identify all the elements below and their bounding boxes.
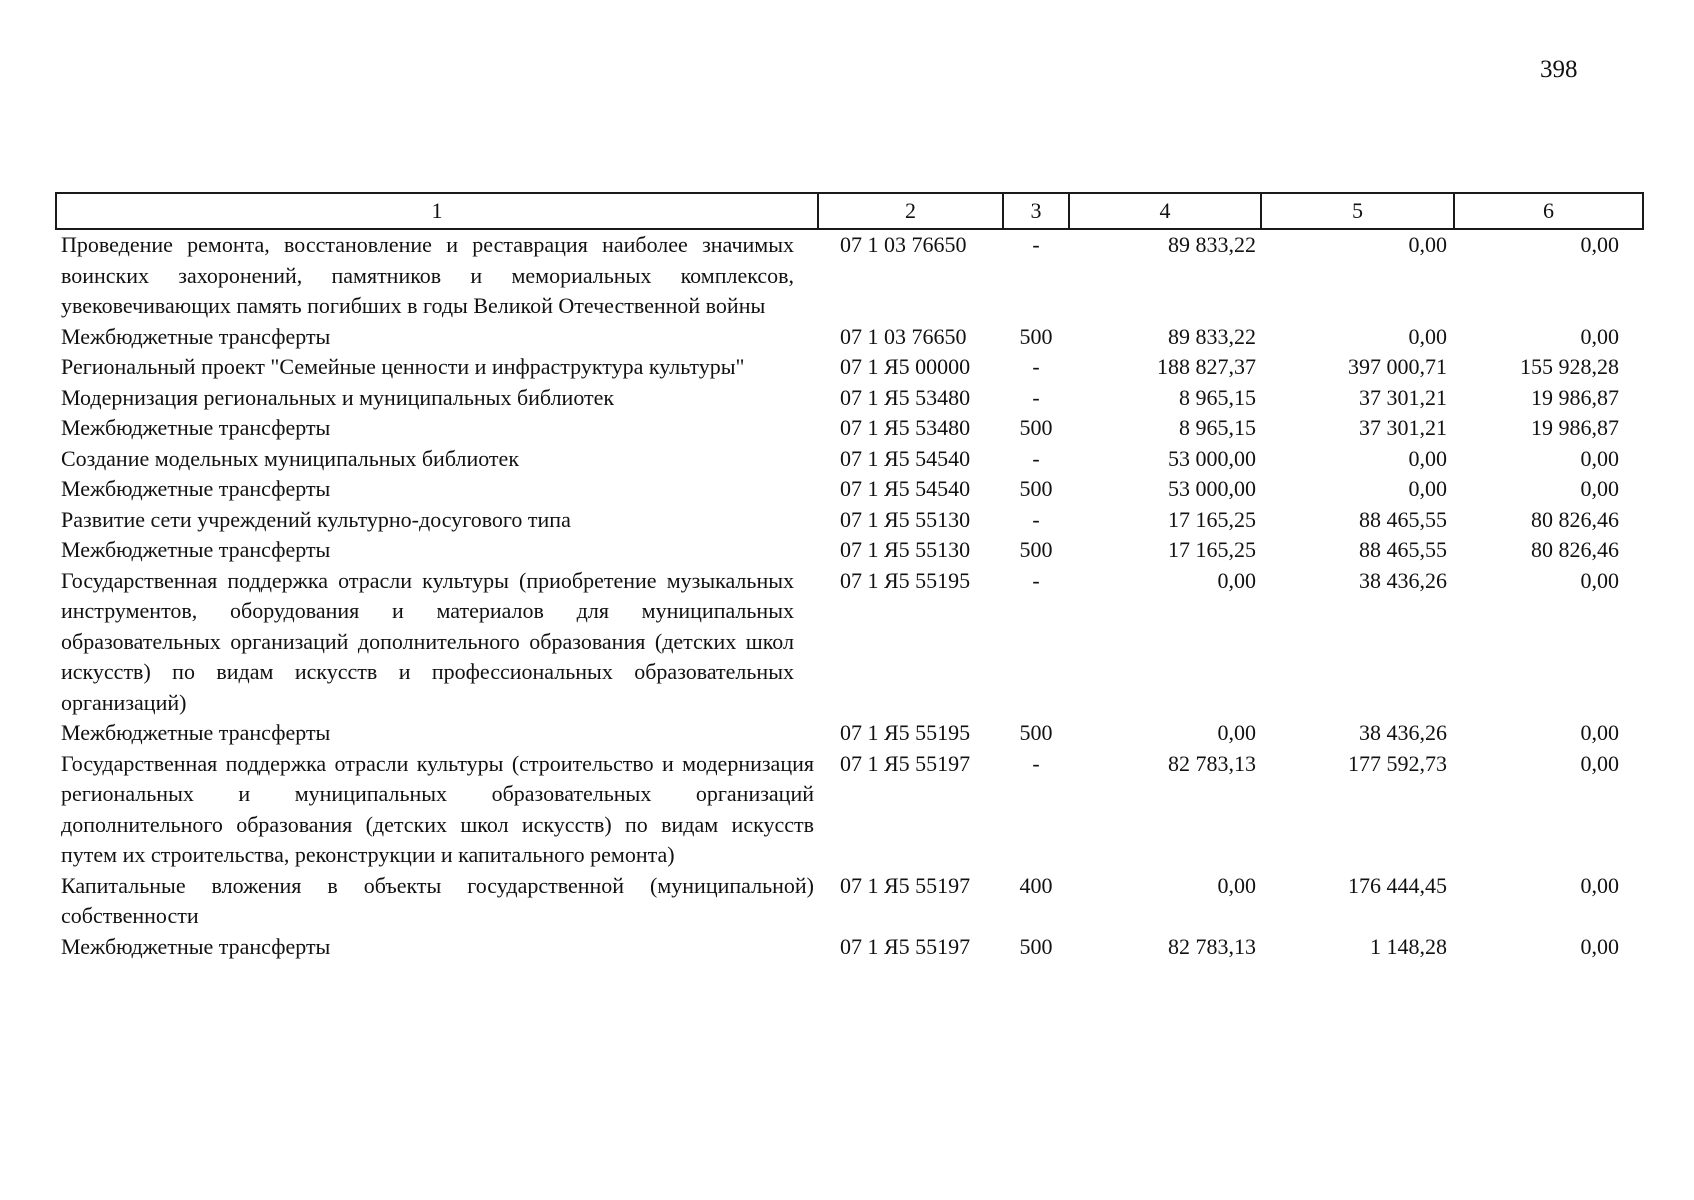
row-value-6: 155 928,28	[1520, 354, 1619, 379]
row-name: Создание модельных муниципальных библиотек	[61, 445, 520, 471]
row-name: Межбюджетные трансферты	[61, 476, 331, 501]
row-value-4: 8 965,15	[1179, 384, 1256, 410]
row-value-6: 0,00	[1580, 750, 1619, 776]
row-expense-type: -	[1032, 445, 1040, 471]
table-row	[56, 413, 1643, 444]
row-value-6: 0,00	[1580, 933, 1619, 959]
row-value-4: 82 783,13	[1168, 750, 1256, 776]
row-code: 07 1 Я5 53480	[840, 384, 971, 410]
row-value-5: 0,00	[1408, 476, 1447, 501]
row-code: 07 1 Я5 00000	[840, 354, 971, 379]
table-body	[56, 229, 1643, 962]
row-expense-type: -	[1032, 567, 1040, 593]
row-value-5: 88 465,55	[1359, 506, 1447, 532]
row-value-5: 176 444,45	[1348, 872, 1447, 898]
row-value-4: 0,00	[1217, 872, 1256, 898]
header-cell-3: 3	[1003, 193, 1069, 229]
row-value-5: 1 148,28	[1370, 933, 1447, 959]
table-row	[56, 229, 1643, 322]
row-name: Межбюджетные трансферты	[61, 720, 331, 745]
row-expense-type: -	[1032, 750, 1040, 776]
row-expense-type: 500	[1019, 933, 1053, 959]
row-value-4: 89 833,22	[1168, 232, 1256, 257]
row-code: 07 1 03 76650	[840, 323, 967, 349]
row-expense-type: 500	[1019, 720, 1053, 745]
table-row	[56, 352, 1643, 383]
row-value-6: 19 986,87	[1531, 415, 1619, 440]
row-value-4: 0,00	[1217, 567, 1256, 593]
row-value-6: 0,00	[1580, 872, 1619, 898]
table-row	[56, 871, 1643, 932]
row-name: Межбюджетные трансферты	[61, 537, 331, 562]
row-name: Проведение ремонта, восстановление и реставрация наиболее значимых воинских захоронений, памятников и мемориальных комплексов, увековечивающих память погибших в годы Великой Отечественной войны	[61, 232, 794, 318]
row-value-4: 8 965,15	[1179, 415, 1256, 440]
table-row	[56, 718, 1643, 749]
row-name: Межбюджетные трансферты	[61, 323, 331, 349]
row-value-6: 80 826,46	[1531, 506, 1619, 532]
table-header	[56, 193, 1643, 229]
row-value-5: 37 301,21	[1359, 415, 1447, 440]
header-cell-4: 4	[1069, 193, 1261, 229]
row-code: 07 1 Я5 55197	[840, 933, 971, 959]
row-value-5: 38 436,26	[1359, 720, 1447, 745]
table-row	[56, 932, 1643, 963]
row-name: Межбюджетные трансферты	[61, 415, 331, 440]
row-value-4: 89 833,22	[1168, 323, 1256, 349]
row-expense-type: 500	[1019, 537, 1053, 562]
row-expense-type: -	[1032, 384, 1040, 410]
row-value-5: 0,00	[1408, 445, 1447, 471]
row-value-6: 0,00	[1580, 476, 1619, 501]
row-value-5: 0,00	[1408, 232, 1447, 257]
row-value-4: 17 165,25	[1168, 506, 1256, 532]
table-row	[56, 566, 1643, 719]
row-value-6: 0,00	[1580, 720, 1619, 745]
table-row	[56, 474, 1643, 505]
row-code: 07 1 Я5 55130	[840, 537, 971, 562]
header-cell-6: 6	[1454, 193, 1643, 229]
row-code: 07 1 Я5 55197	[840, 872, 971, 898]
row-value-5: 177 592,73	[1348, 750, 1447, 776]
row-code: 07 1 Я5 54540	[840, 445, 971, 471]
row-value-4: 82 783,13	[1168, 933, 1256, 959]
row-expense-type: -	[1032, 506, 1040, 532]
row-name: Государственная поддержка отрасли культуры (строительство и модернизация региональных и муниципальных образовательных организаций дополнительного образования (детских школ искусств) по видам искусств путем их строительства, реконструкции и капитального ремонта)	[61, 750, 814, 867]
page-number: 398	[1540, 56, 1578, 83]
row-value-5: 397 000,71	[1348, 354, 1447, 379]
row-value-4: 188 827,37	[1157, 354, 1256, 379]
row-value-4: 53 000,00	[1168, 476, 1256, 501]
row-value-5: 88 465,55	[1359, 537, 1447, 562]
row-value-5: 37 301,21	[1359, 384, 1447, 410]
table-row	[56, 322, 1643, 353]
row-code: 07 1 Я5 55197	[840, 750, 971, 776]
row-code: 07 1 Я5 54540	[840, 476, 971, 501]
row-value-6: 0,00	[1580, 232, 1619, 257]
row-name: Региональный проект "Семейные ценности и инфраструктура культуры"	[61, 354, 745, 379]
budget-table	[55, 192, 1644, 962]
row-name: Развитие сети учреждений культурно-досугового типа	[61, 506, 571, 532]
row-name: Капитальные вложения в объекты государственной (муниципальной) собственности	[61, 872, 814, 928]
header-cell-1: 1	[56, 193, 818, 229]
row-name: Государственная поддержка отрасли культуры (приобретение музыкальных инструментов, оборудования и материалов для муниципальных образовательных организаций дополнительного образования (детских школ искусств) по видам искусств и профессиональных образовательных организаций)	[61, 567, 794, 715]
table-row	[56, 505, 1643, 536]
row-value-5: 38 436,26	[1359, 567, 1447, 593]
row-name: Межбюджетные трансферты	[61, 933, 331, 959]
row-code: 07 1 03 76650	[840, 232, 967, 257]
row-value-6: 0,00	[1580, 323, 1619, 349]
row-value-4: 0,00	[1217, 720, 1256, 745]
row-name: Модернизация региональных и муниципальных библиотек	[61, 384, 615, 410]
row-code: 07 1 Я5 53480	[840, 415, 971, 440]
row-expense-type: -	[1032, 354, 1040, 379]
row-value-6: 0,00	[1580, 567, 1619, 593]
table-row	[56, 383, 1643, 414]
row-code: 07 1 Я5 55130	[840, 506, 971, 532]
row-code: 07 1 Я5 55195	[840, 720, 971, 745]
header-cell-5: 5	[1261, 193, 1454, 229]
row-value-4: 17 165,25	[1168, 537, 1256, 562]
table-row	[56, 749, 1643, 871]
row-value-6: 80 826,46	[1531, 537, 1619, 562]
row-code: 07 1 Я5 55195	[840, 567, 971, 593]
table-row	[56, 535, 1643, 566]
header-row	[56, 193, 1643, 229]
row-expense-type: 500	[1019, 323, 1053, 349]
row-value-6: 0,00	[1580, 445, 1619, 471]
table-row	[56, 444, 1643, 475]
row-value-5: 0,00	[1408, 323, 1447, 349]
row-value-6: 19 986,87	[1531, 384, 1619, 410]
row-expense-type: -	[1032, 232, 1040, 257]
row-expense-type: 400	[1019, 872, 1053, 898]
row-value-4: 53 000,00	[1168, 445, 1256, 471]
row-expense-type: 500	[1019, 476, 1053, 501]
header-cell-2: 2	[818, 193, 1003, 229]
row-expense-type: 500	[1019, 415, 1053, 440]
